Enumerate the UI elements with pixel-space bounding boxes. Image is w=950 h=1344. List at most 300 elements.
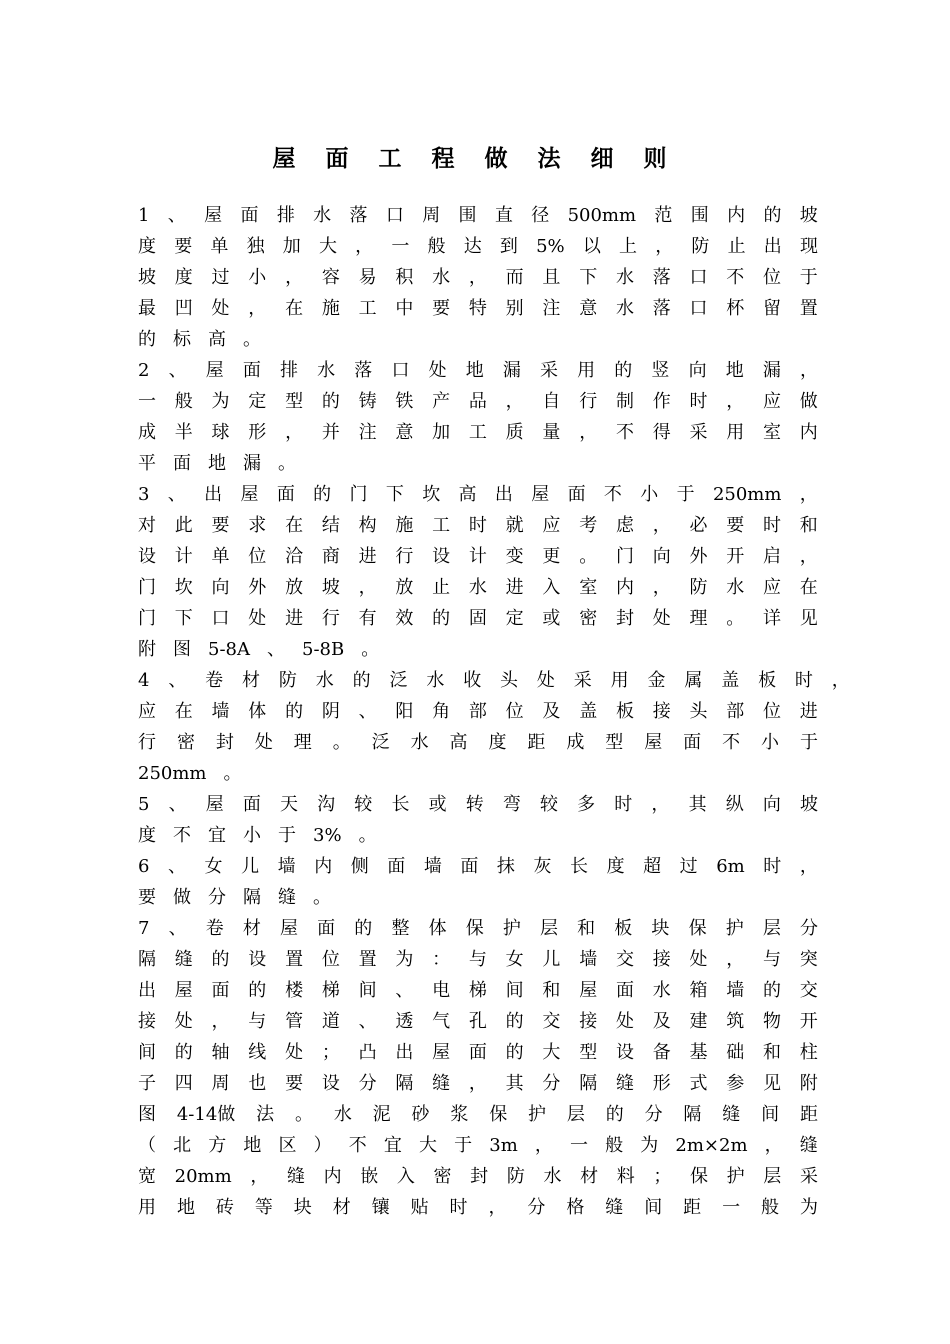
text-char: 参 (726, 1073, 745, 1094)
text-char: 坡 (799, 794, 818, 815)
text-char: 与 (763, 949, 782, 970)
text-char: 工 (358, 298, 377, 319)
text-char: 头 (689, 701, 708, 722)
text-char: 等 (254, 1197, 273, 1218)
text-char: 块 (651, 918, 670, 939)
text-char: 止 (727, 236, 746, 257)
text-char: 平 (138, 453, 156, 474)
text-char: 为 (211, 391, 230, 412)
text-char: 进 (285, 608, 304, 629)
text-char: 外 (689, 546, 708, 567)
text-char: 详 (763, 608, 782, 629)
text-char: 进 (799, 701, 818, 722)
text-char: 屋 (644, 732, 663, 753)
text-line (138, 975, 818, 1006)
text-char: 箱 (689, 980, 708, 1001)
text-char: 缝 (174, 949, 193, 970)
text-char: 线 (248, 1042, 267, 1063)
text-line (138, 758, 818, 789)
text-char: 作 (652, 391, 671, 412)
text-char: 地 (465, 360, 484, 381)
text-char: 时 (468, 515, 487, 536)
text-char: 于 (799, 732, 818, 753)
text-char: 浆 (450, 1104, 469, 1125)
text-char: 时 (794, 670, 813, 691)
text-char: 墙 (211, 701, 230, 722)
text-char: 轴 (211, 1042, 230, 1063)
text-char: 气 (432, 1011, 451, 1032)
text-char: 度 (138, 236, 156, 257)
text-char: 理 (293, 732, 312, 753)
text-char: 间 (505, 980, 524, 1001)
text-char: 及 (652, 1011, 671, 1032)
text-line (138, 696, 818, 727)
text-char: 出 (138, 980, 156, 1001)
text-char: 女 (505, 949, 524, 970)
text-char: 筑 (726, 1011, 745, 1032)
text-char: 护 (726, 1166, 745, 1187)
text-char: 分 (208, 887, 226, 908)
text-char: 其 (505, 1073, 524, 1094)
text-char: 加 (432, 422, 451, 443)
text-char: 和 (542, 980, 561, 1001)
text-char: 4-14做 (176, 1104, 236, 1125)
text-char: 护 (528, 1104, 547, 1125)
text-char: 处 (536, 670, 555, 691)
text-char: 式 (689, 1073, 708, 1094)
text-char: 面 (387, 856, 406, 877)
text-char: 大 (542, 1042, 561, 1063)
text-char: 位 (321, 949, 340, 970)
text-char: 下 (579, 267, 598, 288)
text-char: 落 (354, 360, 373, 381)
text-char: 距 (799, 1104, 818, 1125)
text-line (138, 200, 818, 231)
text-char: 落 (652, 267, 671, 288)
text-char: 宜 (383, 1135, 402, 1156)
text-char: 属 (684, 670, 703, 691)
text-char: 较 (354, 794, 373, 815)
text-char: 漏 (762, 360, 781, 381)
text-char: 的 (138, 329, 156, 350)
text-char: 收 (463, 670, 482, 691)
text-line (138, 386, 818, 417)
text-char: 采 (689, 422, 708, 443)
text-char: 铸 (358, 391, 377, 412)
text-char: 以 (582, 236, 601, 257)
text-char: 容 (321, 267, 340, 288)
text-char: ， (726, 391, 745, 412)
text-char: 的 (763, 205, 782, 226)
document-title: 屋 面 工 程 做 法 细 则 (272, 145, 678, 172)
text-char: 地 (176, 1197, 195, 1218)
text-char: 格 (566, 1197, 585, 1218)
text-char: 20mm (174, 1166, 232, 1187)
text-char: 卷 (205, 918, 224, 939)
text-char: 楼 (285, 980, 304, 1001)
text-line (138, 1192, 818, 1223)
text-char: 水 (615, 267, 634, 288)
text-char: 大 (318, 236, 337, 257)
text-char: 、 (358, 1011, 377, 1032)
text-line (138, 1006, 818, 1037)
text-char: 在 (799, 577, 818, 598)
text-char: 而 (505, 267, 524, 288)
text-char: 放 (285, 577, 304, 598)
text-char: 向 (688, 360, 707, 381)
text-char: 和 (577, 918, 596, 939)
text-char: 缝 (799, 1135, 818, 1156)
text-char: 宜 (208, 825, 226, 846)
text-char: 密 (433, 1166, 452, 1187)
text-line (138, 231, 818, 262)
text-char: 应 (763, 577, 782, 598)
text-char: 范 (654, 205, 673, 226)
text-char: 。 (579, 546, 598, 567)
text-char: 单 (210, 236, 229, 257)
text-char: 保 (489, 1104, 508, 1125)
text-line (138, 479, 818, 510)
text-char: 口 (689, 267, 708, 288)
text-char: 且 (542, 267, 561, 288)
text-char: 2 (138, 360, 150, 381)
text-char: 更 (542, 546, 561, 567)
text-char: 排 (276, 205, 295, 226)
text-char: 采 (799, 1166, 818, 1187)
text-char: 间 (761, 1104, 780, 1125)
text-char: 电 (432, 980, 451, 1001)
text-char: 2m×2m (675, 1135, 748, 1156)
text-char: 启 (763, 546, 782, 567)
text-char: 变 (505, 546, 524, 567)
text-char: 理 (689, 608, 708, 629)
text-char: 。 (313, 887, 331, 908)
text-char: 设 (615, 1042, 634, 1063)
text-char: 、 (358, 701, 377, 722)
text-char: 口 (391, 360, 410, 381)
text-char: 面 (211, 980, 230, 1001)
text-char: 的 (354, 918, 373, 939)
text-char: 交 (799, 980, 818, 1001)
text-char: 构 (358, 515, 377, 536)
text-line (138, 1068, 818, 1099)
text-char: 特 (468, 298, 487, 319)
text-char: 水 (726, 577, 745, 598)
text-char: 弯 (502, 794, 521, 815)
text-char: 处 (174, 1011, 193, 1032)
text-char: 抹 (496, 856, 515, 877)
text-char: 距 (527, 732, 546, 753)
text-char: 漏 (502, 360, 521, 381)
text-char: 长 (391, 794, 410, 815)
text-char: 图 (173, 639, 191, 660)
text-char: 屋 (205, 360, 224, 381)
text-char: 小 (248, 267, 267, 288)
text-char: 封 (470, 1166, 489, 1187)
text-char: 、 (168, 360, 187, 381)
text-char: ， (468, 267, 487, 288)
text-char: ； (653, 1166, 672, 1187)
text-char: 置 (799, 298, 818, 319)
text-char: 标 (173, 329, 191, 350)
text-char: 位 (763, 267, 782, 288)
text-char: 位 (505, 701, 524, 722)
text-char: 进 (358, 546, 377, 567)
text-char: 整 (391, 918, 410, 939)
text-char: 一 (570, 1135, 589, 1156)
text-char: 面 (242, 360, 261, 381)
text-char: 向 (211, 577, 230, 598)
text-char: 分 (358, 1073, 377, 1094)
text-char: 水 (410, 732, 429, 753)
text-line (138, 355, 818, 386)
text-char: 止 (432, 577, 451, 598)
text-line (138, 1099, 818, 1130)
text-char: 设 (138, 546, 156, 567)
text-char: ， (468, 1073, 487, 1094)
text-char: 的 (614, 360, 633, 381)
text-char: 考 (579, 515, 598, 536)
text-char: 面 (683, 732, 702, 753)
text-char: 位 (248, 546, 267, 567)
text-char: 计 (468, 546, 487, 567)
text-char: 的 (505, 1011, 524, 1032)
text-char: 就 (505, 515, 524, 536)
text-line (138, 293, 818, 324)
text-char: 凹 (174, 298, 193, 319)
text-char: 金 (647, 670, 666, 691)
text-char: 高 (208, 329, 226, 350)
text-char: 面 (173, 453, 191, 474)
text-char: 、 (168, 918, 187, 939)
text-char: 面 (242, 794, 261, 815)
text-char: 1 (138, 205, 150, 226)
text-char: 宽 (138, 1166, 156, 1187)
text-char: 应 (138, 701, 156, 722)
text-char: 内 (727, 205, 746, 226)
text-char: 材 (242, 670, 261, 691)
text-char: 6m (716, 856, 745, 877)
text-char: 成 (138, 422, 156, 443)
text-char: 球 (211, 422, 230, 443)
text-char: 度 (174, 267, 193, 288)
text-char: 用 (577, 360, 596, 381)
text-char: 留 (763, 298, 782, 319)
text-char: 为 (799, 1197, 818, 1218)
text-char: 隔 (243, 887, 261, 908)
text-char: 积 (395, 267, 414, 288)
text-char: 密 (579, 608, 598, 629)
text-char: 内 (314, 856, 333, 877)
text-char: 外 (248, 577, 267, 598)
text-line (138, 262, 818, 293)
text-char: 3m (489, 1135, 518, 1156)
text-char: 5-8A (208, 639, 250, 660)
text-char: （ (138, 1135, 156, 1156)
text-char: 到 (499, 236, 518, 257)
text-char: 品 (468, 391, 487, 412)
text-char: 部 (726, 701, 745, 722)
text-char: 坡 (321, 577, 340, 598)
text-char: 内 (323, 1166, 342, 1187)
text-line (138, 634, 818, 665)
text-char: 。 (726, 608, 745, 629)
text-char: 缝 (278, 887, 296, 908)
text-char: 时 (449, 1197, 468, 1218)
text-char: 于 (454, 1135, 473, 1156)
text-line (138, 1161, 818, 1192)
text-char: 、 (168, 670, 187, 691)
text-char: 隔 (683, 1104, 702, 1125)
text-char: 设 (432, 546, 451, 567)
text-char: ， (651, 794, 670, 815)
text-char: 隔 (579, 1073, 598, 1094)
text-char: 儿 (542, 949, 561, 970)
text-char: 备 (652, 1042, 671, 1063)
text-char: 灰 (533, 856, 552, 877)
text-char: 阴 (321, 701, 340, 722)
text-char: 间 (358, 980, 377, 1001)
text-char: ， (799, 484, 818, 505)
text-line (138, 727, 818, 758)
text-char: 墙 (423, 856, 442, 877)
text-char: 处 (211, 298, 230, 319)
text-char: 角 (432, 701, 451, 722)
text-char: ， (355, 236, 374, 257)
text-char: 出 (494, 484, 513, 505)
text-char: 用 (726, 422, 745, 443)
text-char: 。 (332, 732, 351, 753)
text-char: 单 (211, 546, 230, 567)
text-char: 缝 (722, 1104, 741, 1125)
text-char: 不 (603, 484, 622, 505)
text-char: 隔 (395, 1073, 414, 1094)
text-char: 交 (615, 949, 634, 970)
text-char: 不 (726, 267, 745, 288)
text-char: 层 (540, 918, 558, 939)
text-char: 保 (465, 918, 484, 939)
text-char: 处 (652, 608, 671, 629)
text-char: 般 (761, 1197, 779, 1218)
text-char: 落 (652, 298, 671, 319)
text-char: 量 (542, 422, 561, 443)
text-char: 、 (395, 980, 414, 1001)
text-char: 独 (246, 236, 265, 257)
text-char: 附 (138, 639, 156, 660)
text-char: 面 (615, 980, 634, 1001)
text-char: 做 (799, 391, 818, 412)
text-char: 盖 (579, 701, 598, 722)
text-char: 度 (488, 732, 507, 753)
text-char: 施 (395, 515, 414, 536)
text-char: 其 (688, 794, 707, 815)
text-char: 水 (615, 298, 634, 319)
text-char: 材 (580, 1166, 599, 1187)
text-char: 砖 (215, 1197, 234, 1218)
text-char: 距 (683, 1197, 702, 1218)
text-char: 放 (395, 577, 414, 598)
text-char: 地 (208, 453, 226, 474)
text-char: 围 (458, 205, 477, 226)
text-char: 密 (176, 732, 195, 753)
text-char: 的 (432, 608, 451, 629)
text-char: 时 (763, 515, 782, 536)
text-char: 要 (432, 298, 451, 319)
text-char: 向 (762, 794, 781, 815)
text-char: 护 (502, 918, 521, 939)
text-char: 梯 (321, 980, 340, 1001)
text-char: 基 (689, 1042, 708, 1063)
text-char: 较 (540, 794, 558, 815)
text-char: 间 (644, 1197, 663, 1218)
text-char: 护 (725, 918, 744, 939)
text-char: 、 (168, 794, 187, 815)
text-char: 结 (321, 515, 340, 536)
text-char: 3% (313, 825, 342, 846)
text-line (138, 665, 850, 696)
text-char: ， (248, 298, 267, 319)
text-char: 商 (321, 546, 340, 567)
text-char: 别 (505, 298, 524, 319)
text-char: 屋 (240, 484, 259, 505)
text-char: 时 (763, 856, 782, 877)
text-char: 虑 (615, 515, 634, 536)
text-char: 的 (763, 980, 782, 1001)
text-char: 分 (799, 918, 818, 939)
text-char: 般 (174, 391, 193, 412)
text-char: 在 (285, 515, 304, 536)
text-char: 墙 (579, 949, 598, 970)
text-char: 的 (285, 701, 304, 722)
text-char: 出 (763, 236, 782, 257)
text-char: 防 (691, 236, 710, 257)
text-char: 意 (579, 298, 598, 319)
text-char: ， (655, 236, 674, 257)
text-char: 定 (248, 391, 267, 412)
text-line (138, 820, 818, 851)
text-char: 6 (138, 856, 150, 877)
text-char: 口 (385, 205, 404, 226)
text-char: 达 (463, 236, 482, 257)
text-char: 7 (138, 918, 150, 939)
text-char: 北 (173, 1135, 192, 1156)
text-char: 坎 (174, 577, 193, 598)
text-char: 出 (395, 1042, 414, 1063)
text-char: 子 (138, 1073, 156, 1094)
text-char: 要 (285, 1073, 304, 1094)
text-line (138, 510, 818, 541)
text-char: 水 (468, 577, 487, 598)
text-char: 间 (138, 1042, 156, 1063)
text-char: 排 (280, 360, 299, 381)
text-char: 缝 (432, 1073, 451, 1094)
text-char: 处 (254, 732, 273, 753)
text-char: 材 (242, 918, 261, 939)
text-char: 管 (285, 1011, 304, 1032)
text-char: 泥 (372, 1104, 391, 1125)
text-line (138, 448, 818, 479)
text-char: 型 (285, 391, 304, 412)
text-char: 缝 (286, 1166, 305, 1187)
text-char: 小 (640, 484, 659, 505)
text-char: ， (799, 360, 818, 381)
text-char: 进 (505, 577, 524, 598)
text-char: 易 (358, 267, 377, 288)
text-char: 开 (726, 546, 745, 567)
text-char: 道 (321, 1011, 340, 1032)
text-char: 形 (248, 422, 267, 443)
text-char: 多 (577, 794, 596, 815)
